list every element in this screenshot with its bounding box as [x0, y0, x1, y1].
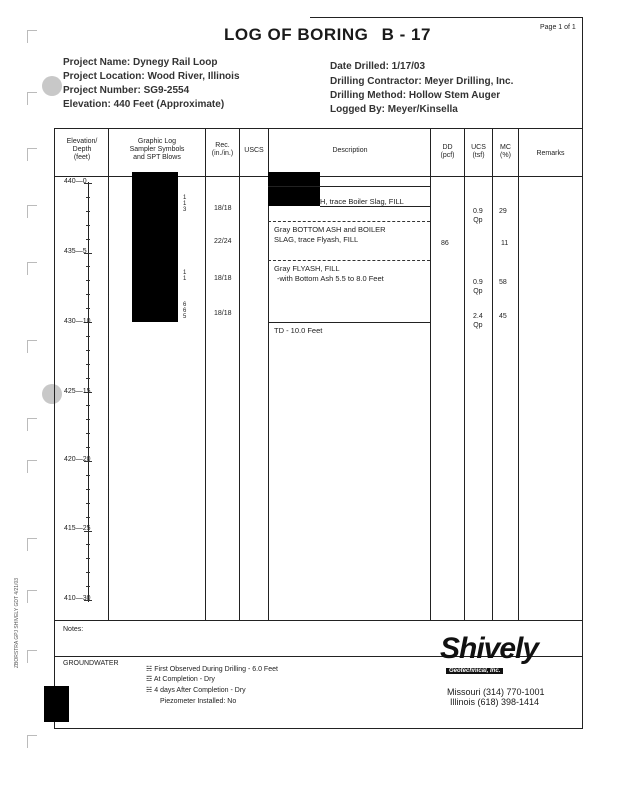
- logo-wordmark: Shively: [440, 632, 539, 665]
- scale-label-15: 425—15: [64, 388, 91, 395]
- groundwater-after-completion: [146, 686, 246, 694]
- ucs-value: [473, 278, 483, 296]
- logo-subtitle: Geotechnical, Inc.: [446, 668, 503, 674]
- logged-by: Logged By: Meyer/Kinsella: [330, 104, 458, 115]
- depth-tick: [86, 294, 90, 295]
- margin-mark: [27, 148, 37, 161]
- stratum-1-description: H, trace Boiler Slag, FILL: [320, 197, 404, 206]
- page-title: [224, 25, 431, 45]
- col-head-line: and SPT Blows: [133, 154, 181, 161]
- margin-mark: [27, 92, 37, 105]
- scale-label-20: 420—20: [64, 456, 91, 463]
- stratum-3-description-line-2: -with Bottom Ash 5.5 to 8.0 Feet: [277, 274, 384, 283]
- scale-label-10: 430—10: [64, 318, 91, 325]
- depth-tick: [86, 211, 90, 212]
- rec-value: 18/18: [214, 205, 232, 212]
- notes-label: Notes:: [63, 626, 84, 633]
- title-text: LOG OF BORING: [224, 25, 369, 44]
- depth-tick: [86, 336, 90, 337]
- margin-mark: [27, 460, 37, 473]
- elev-value: 420: [64, 456, 76, 463]
- groundwater-text: 4 days After Completion - Dry: [154, 687, 246, 694]
- col-sep: [518, 128, 519, 620]
- col-head-line: (pcf): [440, 152, 455, 159]
- blow-count: 5: [183, 314, 187, 320]
- project-location: Project Location: Wood River, Illinois: [63, 71, 240, 82]
- groundwater-first-observed: [146, 665, 278, 673]
- dry-density-value: 86: [441, 240, 449, 247]
- company-logo: [440, 632, 538, 666]
- depth-tick: [86, 350, 90, 351]
- stratum-3-description-line-1: Gray FLYASH, FILL: [274, 264, 340, 273]
- elev-value: 435: [64, 248, 76, 255]
- project-number: Project Number: SG9-2554: [63, 85, 190, 96]
- rec-value: 18/18: [214, 275, 232, 282]
- ucs-test-type: Qp: [473, 288, 483, 295]
- depth-value: 0: [82, 178, 87, 185]
- phone-missouri: Missouri (314) 770-1001: [447, 687, 545, 697]
- ucs-number: 0.9: [473, 279, 483, 286]
- blow-count: 1: [183, 201, 187, 207]
- margin-mark: [27, 650, 37, 663]
- ucs-test-type: Qp: [473, 217, 483, 224]
- stratum-boundary-2: [268, 260, 430, 261]
- col-head-elevation: [58, 138, 106, 162]
- scale-label-0: 440—0: [64, 178, 87, 185]
- col-head-line: Elevation/: [66, 138, 98, 145]
- punch-hole-bottom: [42, 384, 62, 404]
- ucs-value: [473, 207, 483, 225]
- spt-blows-sample-3: [183, 270, 186, 282]
- col-head-line: Graphic Log: [137, 138, 177, 145]
- water-level-icon: ☵: [146, 687, 153, 694]
- moisture-value: 11: [501, 240, 509, 247]
- blow-count: 1: [183, 195, 187, 201]
- col-head-line: Depth: [72, 146, 92, 153]
- groundwater-at-completion: [146, 675, 215, 683]
- depth-tick: [86, 419, 90, 420]
- col-head-line: UCS: [471, 144, 486, 151]
- scale-label-30: 410—30: [64, 595, 91, 602]
- depth-tick: [86, 405, 90, 406]
- frame-bottom-rule: [54, 728, 583, 729]
- stratum-line: [320, 206, 430, 207]
- col-sep: [205, 128, 206, 620]
- depth-tick: [86, 364, 90, 365]
- col-head-line: (tsf): [472, 152, 485, 159]
- footer-redaction: [44, 686, 69, 722]
- side-file-stamp: ZBORSTRA GPJ SHIVELY GDT 4/21/03: [14, 577, 21, 669]
- water-level-icon: ☵: [146, 666, 153, 673]
- drilling-contractor: Drilling Contractor: Meyer Drilling, Inc.: [330, 76, 514, 87]
- depth-tick: [86, 378, 90, 379]
- scale-label-25: 415—25: [64, 525, 91, 532]
- left-border: [54, 128, 55, 728]
- depth-value: 25: [82, 525, 91, 532]
- depth-tick: [86, 308, 90, 309]
- spt-blows-sample-1: [183, 195, 186, 213]
- margin-mark: [27, 262, 37, 275]
- blow-count: 6: [183, 308, 187, 314]
- elev-value: 430: [64, 318, 76, 325]
- ucs-test-type: Qp: [473, 322, 483, 329]
- ucs-value: [473, 312, 483, 330]
- blow-count: 3: [183, 207, 187, 213]
- graphic-log-redaction: [132, 172, 178, 322]
- col-head-rec: [206, 142, 239, 158]
- col-head-dd: [431, 144, 464, 160]
- top-rule: [310, 17, 582, 18]
- margin-mark: [27, 735, 37, 748]
- depth-tick: [86, 197, 90, 198]
- col-sep: [430, 128, 431, 620]
- depth-tick: [86, 266, 90, 267]
- depth-tick: [86, 544, 90, 545]
- boring-id: B - 17: [381, 25, 431, 44]
- moisture-value: 45: [499, 313, 507, 320]
- scale-label-5: 435—5: [64, 248, 87, 255]
- margin-mark: [27, 30, 37, 43]
- elev-value: 415: [64, 525, 76, 532]
- log-bottom-rule: [54, 620, 583, 621]
- depth-value: 15: [82, 388, 91, 395]
- margin-mark: [27, 538, 37, 551]
- col-head-description: Description: [332, 147, 368, 154]
- moisture-value: 29: [499, 208, 507, 215]
- col-head-line: (%): [500, 152, 511, 159]
- col-sep: [108, 128, 109, 620]
- elev-value: 410: [64, 595, 76, 602]
- depth-value: 10: [82, 318, 91, 325]
- margin-mark: [27, 205, 37, 218]
- depth-tick: [86, 433, 90, 434]
- depth-tick: [86, 447, 90, 448]
- punch-hole-top: [42, 76, 62, 96]
- depth-value: 30: [82, 595, 91, 602]
- col-head-line: DD: [442, 144, 453, 151]
- col-sep: [239, 128, 240, 620]
- depth-tick: [86, 239, 90, 240]
- elev-value: 440: [64, 178, 76, 185]
- blow-count: 1: [183, 276, 187, 282]
- col-head-uscs: USCS: [244, 147, 264, 154]
- blow-count: 6: [183, 302, 187, 308]
- col-sep: [464, 128, 465, 620]
- depth-tick: [86, 503, 90, 504]
- groundwater-text: At Completion - Dry: [153, 676, 215, 683]
- depth-tick: [86, 489, 90, 490]
- margin-mark: [27, 590, 37, 603]
- stratum-2-description-line-1: Gray BOTTOM ASH and BOILER: [274, 225, 386, 234]
- ucs-number: 0.9: [473, 208, 483, 215]
- stratum-line: [268, 186, 430, 187]
- project-elevation: Elevation: 440 Feet (Approximate): [63, 99, 225, 110]
- depth-value: 5: [82, 248, 87, 255]
- terminal-depth: TD - 10.0 Feet: [274, 326, 323, 335]
- piezometer-installed: Piezometer Installed: No: [160, 698, 237, 705]
- margin-mark: [27, 340, 37, 353]
- col-head-ucs: [465, 144, 492, 160]
- depth-value: 20: [82, 456, 91, 463]
- rec-value: 22/24: [214, 238, 232, 245]
- project-name: Project Name: Dynegy Rail Loop: [63, 57, 218, 68]
- stratum-2-description-line-2: SLAG, trace Flyash, FILL: [274, 235, 359, 244]
- col-head-line: Sampler Symbols: [129, 146, 185, 153]
- col-head-remarks: Remarks: [536, 150, 565, 157]
- blow-count: 1: [183, 270, 187, 276]
- stratum-boundary-1: [268, 221, 430, 222]
- terminal-depth-line: [268, 322, 430, 323]
- groundwater-text: First Observed During Drilling - 6.0 Feet: [154, 666, 278, 673]
- col-head-line: Rec.: [215, 142, 230, 149]
- water-level-icon: ☲: [146, 676, 153, 683]
- drilling-method: Drilling Method: Hollow Stem Auger: [330, 90, 501, 101]
- depth-tick: [86, 517, 90, 518]
- depth-tick: [86, 280, 90, 281]
- depth-tick: [86, 475, 90, 476]
- ucs-number: 2.4: [473, 313, 483, 320]
- groundwater-label: GROUNDWATER: [63, 660, 119, 667]
- col-head-line: (feet): [73, 154, 91, 161]
- rec-value: 18/18: [214, 310, 232, 317]
- depth-tick: [86, 586, 90, 587]
- right-border: [582, 17, 583, 729]
- col-head-mc: [493, 144, 518, 160]
- depth-tick: [86, 225, 90, 226]
- col-sep: [492, 128, 493, 620]
- description-redaction: [268, 172, 320, 206]
- margin-mark: [27, 418, 37, 431]
- col-head-line: (in./in.): [211, 150, 234, 157]
- col-head-graphic-log: [110, 138, 204, 162]
- depth-tick: [86, 558, 90, 559]
- phone-illinois: Illinois (618) 398-1414: [450, 697, 540, 707]
- elev-value: 425: [64, 388, 76, 395]
- depth-tick: [86, 572, 90, 573]
- spt-blows-sample-4: [183, 302, 186, 320]
- col-head-line: MC: [500, 144, 511, 151]
- page-number: Page 1 of 1: [540, 24, 576, 31]
- date-drilled: Date Drilled: 1/17/03: [330, 61, 426, 72]
- header-bottom-rule: [54, 128, 583, 129]
- moisture-value: 58: [499, 279, 507, 286]
